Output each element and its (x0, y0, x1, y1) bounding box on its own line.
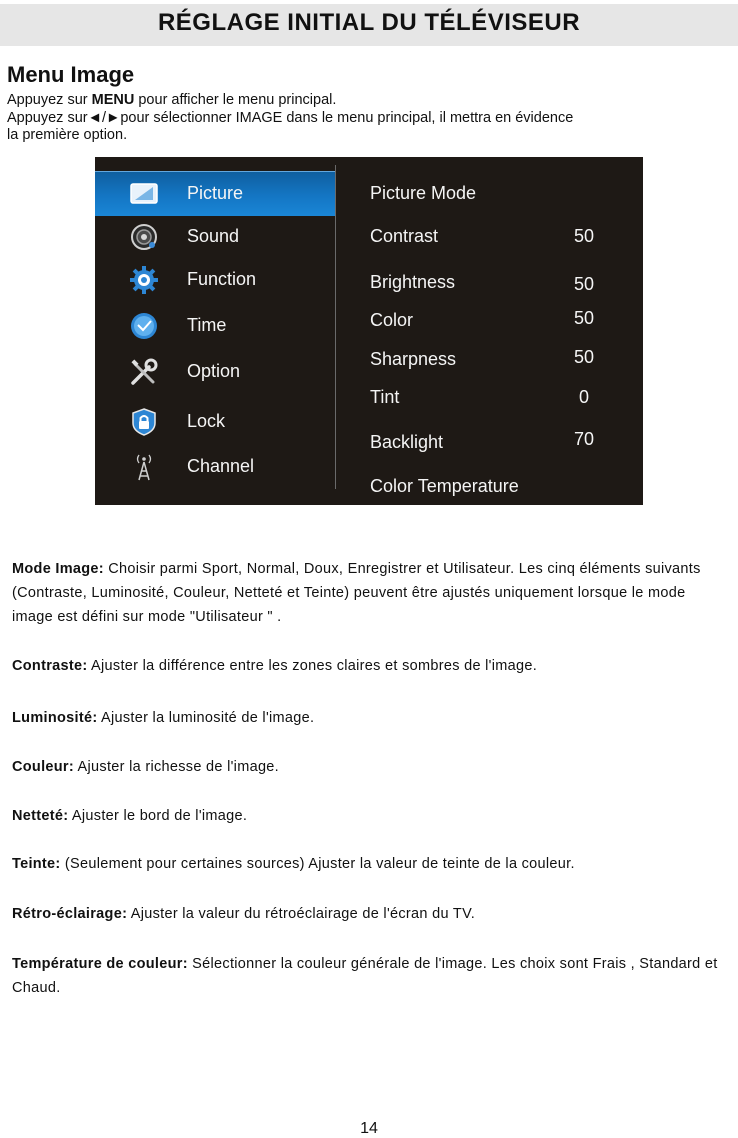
menu-item-lock (95, 400, 335, 444)
menu-item-label: Option (187, 361, 241, 381)
sharpness-label: Sharpness (370, 349, 457, 369)
description-text: Choisir parmi Sport, Normal, Doux, Enregistrer et Utilisateur. Les cinq éléments suivants (Contraste, Luminosité, Couleur, Netteté et Teinte) peuvent être ajustés uniquement lorsque le mode image est défini sur mode "Utilisateur " . (12, 561, 701, 625)
description-text: Ajuster la valeur du rétroéclairage de l'écran du TV. (127, 906, 476, 922)
page-number: 14 (360, 1120, 378, 1137)
description-term: Température de couleur: (12, 956, 188, 972)
intro-line1-post: pour afficher le menu principal. (134, 92, 337, 108)
contrast-label: Contrast (370, 226, 439, 246)
description-temperature-couleur (12, 952, 728, 1000)
menu-item-sound (95, 215, 335, 259)
description-contraste (12, 654, 728, 678)
color-value: 50 (573, 308, 595, 328)
backlight-value: 70 (573, 429, 595, 449)
menu-divider (335, 165, 336, 489)
menu-item-label: Channel (187, 456, 255, 476)
description-text: Ajuster la luminosité de l'image. (97, 710, 315, 726)
tools-icon (129, 358, 159, 386)
menu-item-label: Sound (187, 226, 240, 246)
menu-item-picture (95, 171, 335, 216)
tint-value: 0 (578, 387, 589, 407)
color-label: Color (370, 310, 414, 330)
description-nettete (12, 804, 728, 828)
page-header-title: RÉGLAGE INITIAL DU TÉLÉVISEUR (157, 9, 581, 36)
tint-label: Tint (370, 387, 400, 407)
tv-menu-screenshot (95, 157, 643, 505)
description-text: Ajuster la différence entre les zones claires et sombres de l'image. (87, 658, 538, 674)
description-couleur (12, 755, 728, 779)
gear-icon (129, 266, 159, 294)
description-term: Contraste: (12, 658, 88, 674)
picture-icon (129, 180, 159, 208)
backlight-label: Backlight (370, 432, 444, 452)
description-term: Netteté: (12, 808, 69, 824)
description-mode-image (12, 557, 728, 629)
description-text: Ajuster le bord de l'image. (68, 808, 248, 824)
menu-item-function (95, 258, 335, 302)
description-term: Teinte: (12, 856, 61, 872)
clock-icon (129, 312, 159, 340)
menu-item-label: Lock (187, 411, 226, 431)
intro-line2: Appuyez sur◄/►pour sélectionner IMAGE dans le menu principal, il mettra en évidence (7, 109, 574, 126)
description-term: Couleur: (12, 759, 75, 775)
menu-item-option (95, 350, 335, 394)
menu-item-label: Picture (187, 183, 244, 203)
section-title: Menu Image (7, 62, 135, 87)
description-teinte (12, 852, 728, 876)
picture-mode-label: Picture Mode (370, 183, 477, 203)
menu-item-label: Time (187, 315, 227, 335)
brightness-label: Brightness (370, 272, 456, 292)
description-term: Rétro-éclairage: (12, 906, 128, 922)
description-luminosite (12, 706, 728, 730)
description-retro-eclairage (12, 902, 728, 926)
intro-line1-pre: Appuyez sur (7, 92, 92, 108)
description-text: Sélectionner la couleur générale de l'image. Les choix sont Frais , Standard et Chaud. (12, 956, 718, 996)
menu-item-label: Function (187, 269, 257, 289)
sharpness-value: 50 (573, 347, 595, 367)
brightness-value: 50 (573, 274, 595, 294)
speaker-icon (129, 223, 159, 251)
color-temperature-label: Color Temperature (370, 476, 519, 496)
description-text: (Seulement pour certaines sources) Ajuster la valeur de teinte de la couleur. (60, 856, 575, 872)
description-text: Ajuster la richesse de l'image. (74, 759, 280, 775)
antenna-icon (129, 453, 159, 481)
menu-key-label: MENU (91, 92, 135, 108)
lock-icon (129, 408, 159, 436)
menu-item-time (95, 304, 335, 348)
contrast-value: 50 (573, 226, 595, 246)
description-term: Mode Image: (12, 561, 104, 577)
intro-line3: la première option. (7, 127, 128, 143)
intro-text (7, 92, 727, 145)
menu-item-channel (95, 445, 335, 489)
description-term: Luminosité: (12, 710, 98, 726)
